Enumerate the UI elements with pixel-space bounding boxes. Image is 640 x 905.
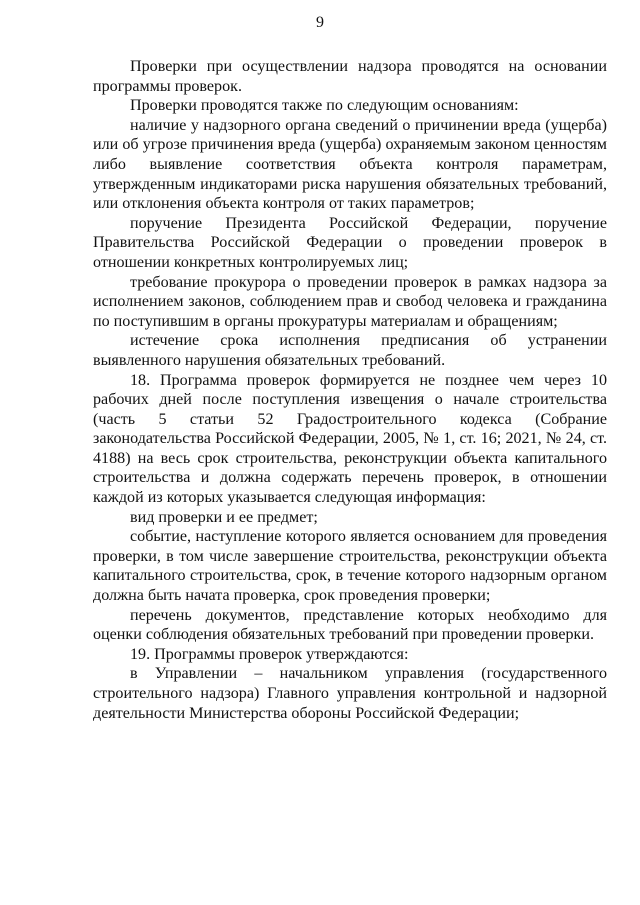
paragraph: событие, наступление которого является основанием для проведения проверки, в том числе завершение строительства, реконструкции объекта капитального строительства, срок, в течение которого надзорным органом должна быть начата проверка, срок проведения проверки; [93, 528, 607, 605]
paragraph: в Управлении – начальником управления (государственного строительного надзора) Главного управления контрольной и надзорной деятельности Министерства обороны Российской Федерации; [93, 665, 607, 722]
paragraph: наличие у надзорного органа сведений о причинении вреда (ущерба) или об угрозе причинения вреда (ущерба) охраняемым законом ценностям либо выявление соответствия объекта контроля параметрам, утвержденным индикаторами риска нарушения обязательных требований, или отклонения объекта контроля от таких параметров; [93, 116, 607, 213]
paragraph: Проверки при осуществлении надзора проводятся на основании программы проверок. [93, 58, 607, 95]
paragraph: истечение срока исполнения предписания об устранении выявленного нарушения обязательных требований. [93, 332, 607, 369]
paragraph: вид проверки и ее предмет; [130, 508, 318, 526]
page-number: 9 [316, 14, 324, 31]
document-body [93, 57, 607, 723]
paragraph: поручение Президента Российской Федерации, поручение Правительства Российской Федерации о проведении проверок в отношении конкретных контролируемых лиц; [93, 214, 607, 271]
paragraph: требование прокурора о проведении проверок в рамках надзора за исполнением законов, соблюдением прав и свобод человека и гражданина по поступившим в органы прокуратуры материалам и обращениям; [93, 273, 607, 330]
paragraph: 19. Программы проверок утверждаются: [130, 645, 409, 663]
paragraph: перечень документов, представление которых необходимо для оценки соблюдения обязательных требований при проведении проверки. [93, 606, 607, 644]
paragraph: Проверки проводятся также по следующим основаниям: [130, 97, 519, 115]
paragraph: 18. Программа проверок формируется не позднее чем через 10 рабочих дней после поступления извещения о начале строительства (часть 5 статьи 52 Градостроительного кодекса (Собрание законодательства Российской Федерации, 2005, № 1, ст. 16; 2021, № 24, ст. 4188) на весь срок строительства, реконструкции объекта капитального строительства и должна содержать перечень проверок, в отношении каждой из которых указывается следующая информация: [93, 371, 607, 507]
